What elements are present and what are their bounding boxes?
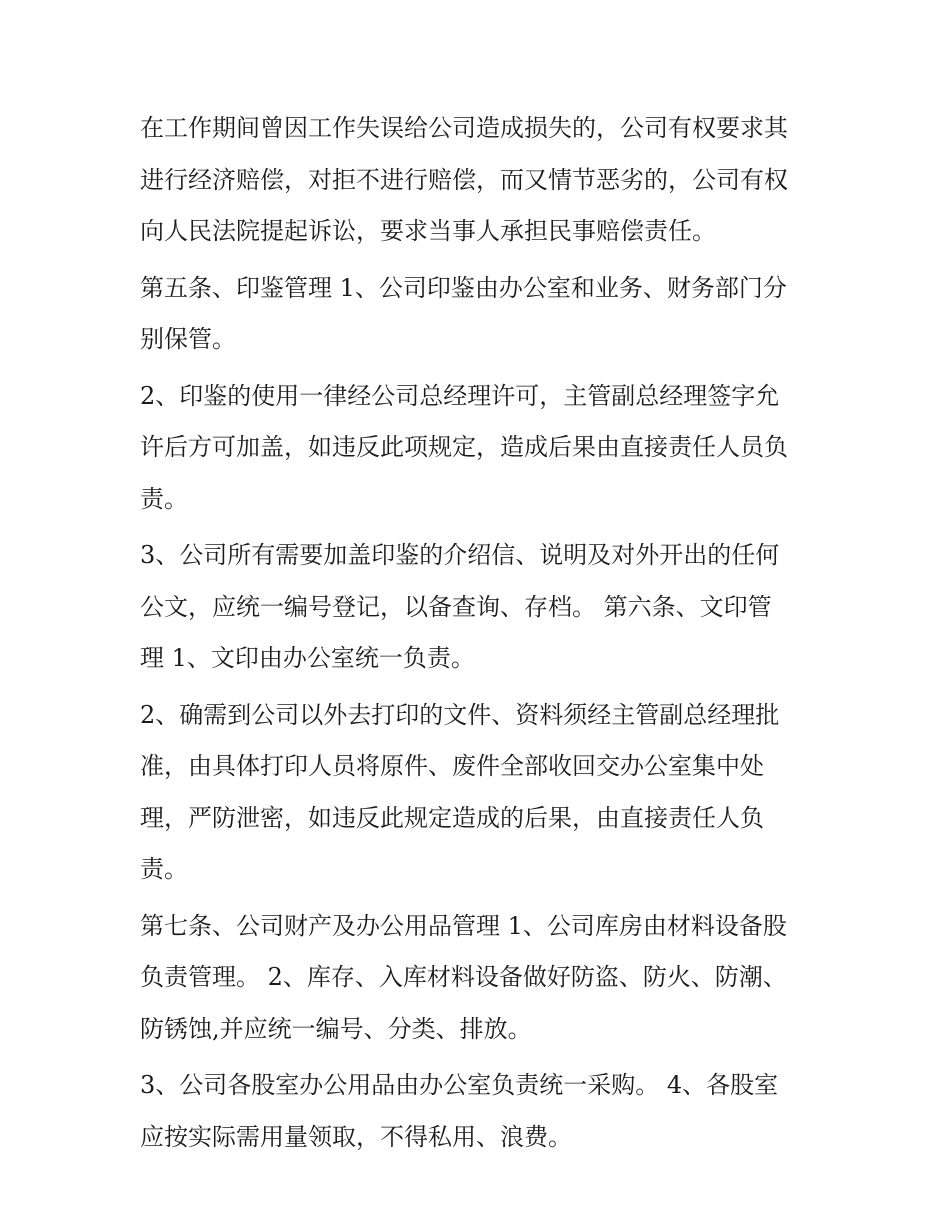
text-line: 进行经济赔偿，对拒不进行赔偿，而又情节恶劣的，公司有权: [140, 165, 788, 194]
text-line: 向人民法院提起诉讼，要求当事人承担民事赔偿责任。: [140, 217, 716, 245]
paragraph-external-printing: [140, 690, 820, 896]
text-line: 别保管。: [140, 325, 236, 353]
paragraph-office-supplies: [140, 1060, 820, 1163]
text-line: 责。: [140, 484, 188, 513]
text-line: 2、确需到公司以外去打印的文件、资料须经主管副总经理批: [140, 700, 780, 729]
text-line: 第五条、印鉴管理 1、公司印鉴由办公室和业务、财务部门分: [140, 273, 787, 302]
paragraph-article-6-printing: [140, 530, 820, 685]
text-line: 在工作期间曾因工作失误给公司造成损失的，公司有权要求其: [140, 114, 788, 142]
document-body: [140, 103, 820, 1168]
paragraph-article-5-seal-management: [140, 263, 820, 366]
text-line: 许后方可加盖，如违反此项规定，造成后果由直接责任人员负: [140, 433, 788, 461]
text-line: 准，由具体打印人员将原件、废件全部收回交办公室集中处: [140, 752, 764, 780]
text-line: 负责管理。 2、库存、入库材料设备做好防盗、防火、防潮、: [140, 963, 787, 991]
text-line: 2、印鉴的使用一律经公司总经理许可，主管副总经理签字允: [140, 381, 780, 410]
text-line: 责。: [140, 855, 188, 883]
paragraph-compensation: [140, 103, 820, 258]
paragraph-article-7-property: [140, 901, 820, 1056]
text-line: 防锈蚀,并应统一编号、分类、排放。: [140, 1014, 532, 1043]
text-line: 3、公司所有需要加盖印鉴的介绍信、说明及对外开出的任何: [140, 541, 780, 569]
paragraph-seal-usage: [140, 371, 820, 526]
text-line: 第七条、公司财产及办公用品管理 1、公司库房由材料设备股: [140, 911, 787, 940]
text-line: 理 1、文印由办公室统一负责。: [140, 644, 475, 672]
text-line: 应按实际需用量领取，不得私用、浪费。: [140, 1122, 572, 1151]
text-line: 3、公司各股室办公用品由办公室负责统一采购。 4、各股室: [140, 1071, 779, 1099]
text-line: 理，严防泄密，如违反此规定造成的后果，由直接责任人负: [140, 803, 764, 832]
text-line: 公文，应统一编号登记，以备查询、存档。 第六条、文印管: [140, 592, 772, 621]
